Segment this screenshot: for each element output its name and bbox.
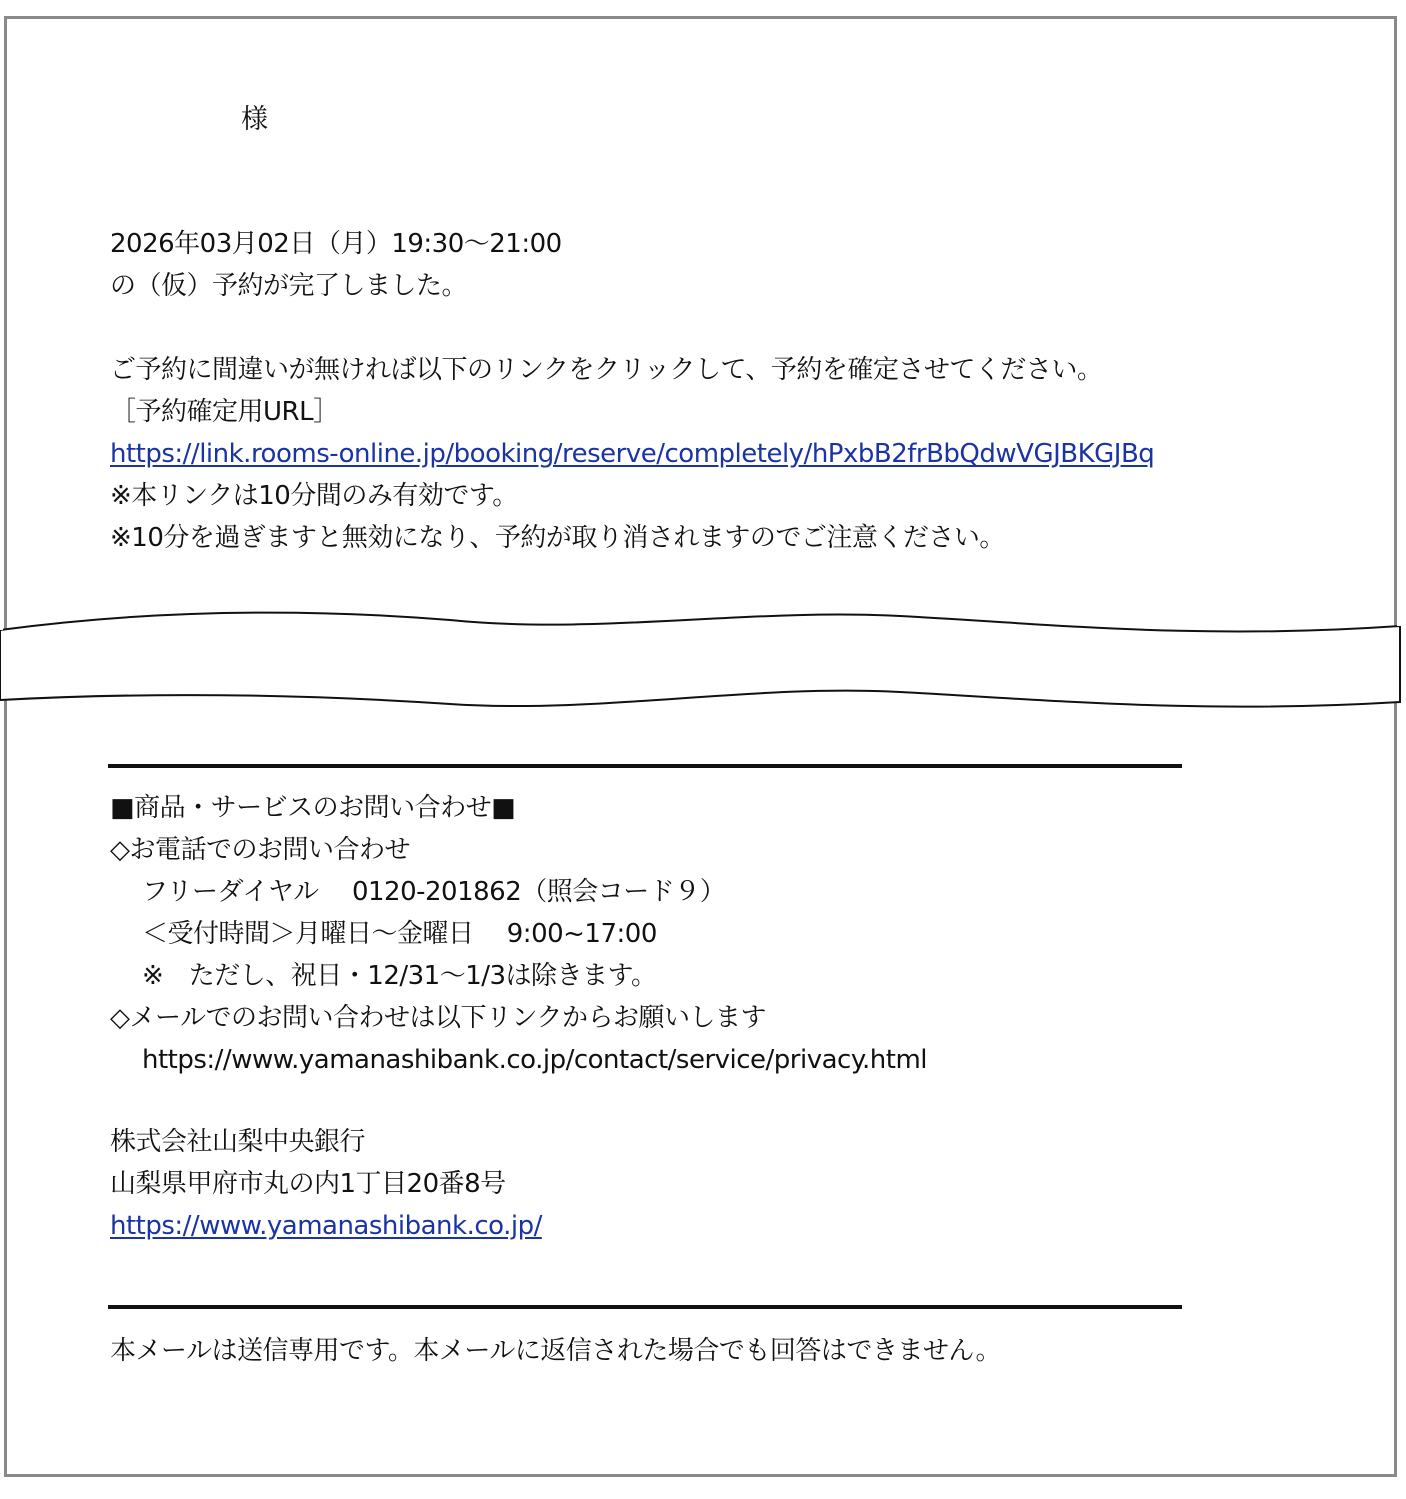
confirm-url-label: ［予約確定用URL］ [110, 397, 339, 427]
confirm-instruction: ご予約に間違いが無ければ以下のリンクをクリックして、予約を確定させてください。 [110, 355, 1103, 385]
reservation-status: の（仮）予約が完了しました。 [110, 271, 468, 301]
mail-url: https://www.yamanashibank.co.jp/contact/service/privacy.html [142, 1045, 927, 1075]
company-address: 山梨県甲府市丸の内1丁目20番8号 [110, 1169, 506, 1199]
company-name: 株式会社山梨中央銀行 [110, 1127, 366, 1157]
contact-heading: ■商品・サービスのお問い合わせ■ [110, 793, 516, 823]
torn-paper-break [0, 590, 1406, 730]
freedial-line: フリーダイヤル 0120-201862（照会コード９） [142, 877, 726, 907]
divider-bottom [108, 1305, 1182, 1309]
reservation-datetime: 2026年03月02日（月）19:30～21:00 [110, 229, 562, 259]
divider-top [108, 764, 1182, 768]
hours-line: ＜受付時間＞月曜日～金曜日 9:00~17:00 [142, 919, 657, 949]
footer-notice: 本メールは送信専用です。本メールに返信された場合でも回答はできません。 [110, 1336, 1001, 1366]
company-url-link[interactable]: https://www.yamanashibank.co.jp/ [110, 1211, 542, 1241]
mail-heading: ◇メールでのお問い合わせは以下リンクからお願いします [110, 1003, 766, 1033]
note-validity: ※本リンクは10分間のみ有効です。 [110, 481, 518, 511]
holiday-note: ※ ただし、祝日・12/31～1/3は除きます。 [142, 961, 657, 991]
phone-heading: ◇お電話でのお問い合わせ [110, 835, 410, 865]
note-expiry: ※10分を過ぎますと無効になり、予約が取り消されますのでご注意ください。 [110, 523, 1005, 553]
confirm-url-link[interactable]: https://link.rooms-online.jp/booking/reserve/completely/hPxbB2frBbQdwVGJBKGJBq [110, 439, 1155, 469]
salutation: 様 [241, 104, 268, 135]
